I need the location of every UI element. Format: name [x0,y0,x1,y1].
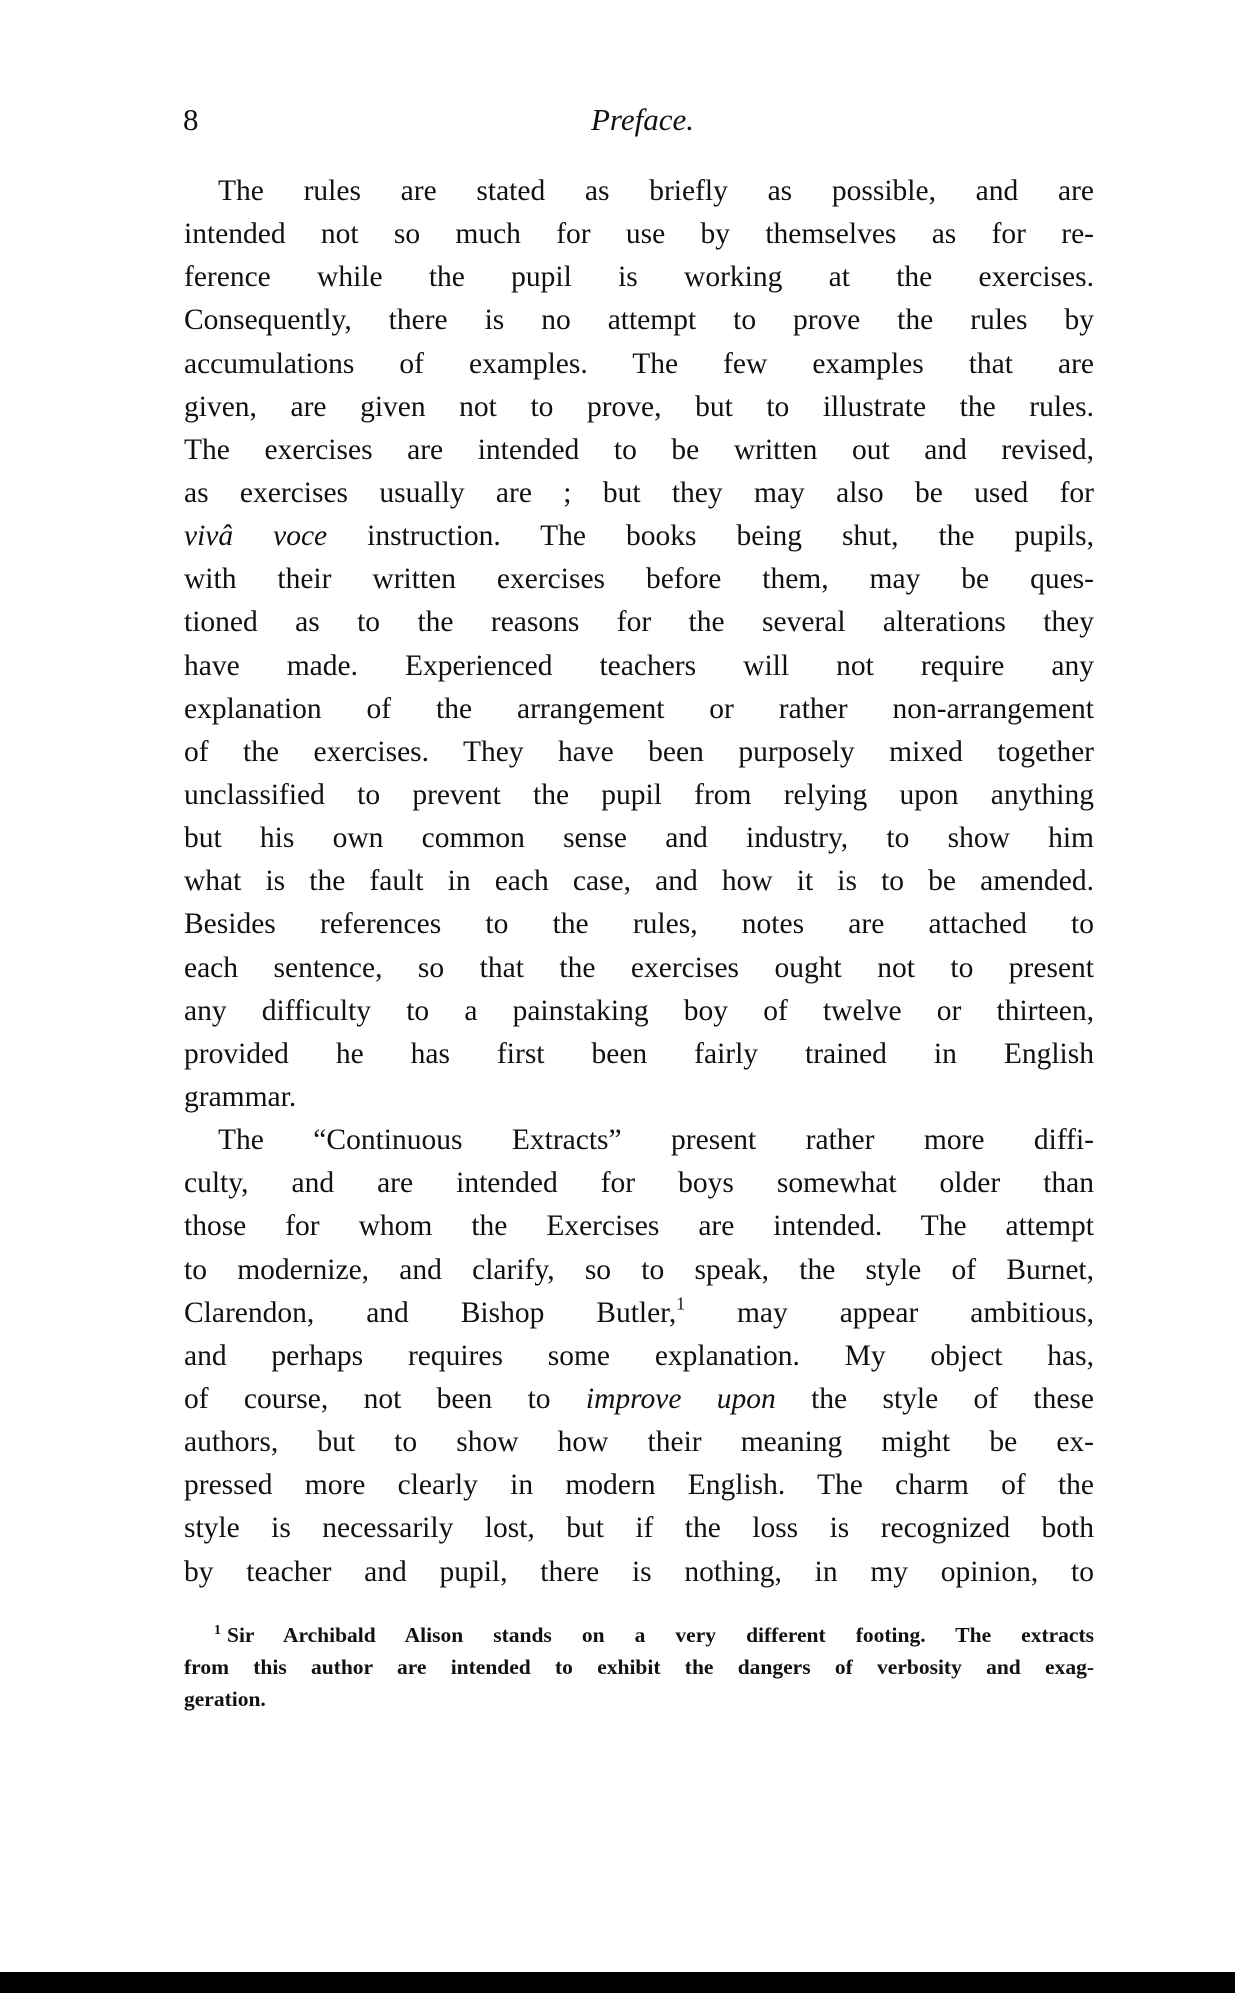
line-text: of the exercises. They have been purposely mixed together [184,735,1094,768]
line-text: provided he has first been fairly trained in English [184,1037,1094,1070]
line-text: Besides references to the rules, notes are attached to [184,908,1094,941]
text-line [184,601,1094,644]
line-text: The exercises are intended to be written out and revised, [184,433,1094,466]
text-line [184,1378,1094,1421]
scan-border [0,1972,1235,1993]
line-text: to modernize, and clarify, so to speak, the style of Burnet, [184,1253,1094,1286]
line-text: The “Continuous Extracts” present rather more diffi- [218,1124,1094,1157]
line-text: as exercises usually are ; but they may also be used for [184,476,1094,509]
line-text: style is necessarily lost, but if the loss is recognized both [184,1512,1094,1545]
text-line [184,1551,1094,1594]
line-text: pressed more clearly in modern English. The charm of the [184,1469,1094,1502]
line-text: unclassified to prevent the pupil from relying upon anything [184,778,1094,811]
line-text: ference while the pupil is working at the exercises. [184,261,1094,294]
text-line [184,1464,1094,1507]
text-line [184,1249,1094,1292]
line-text: have made. Experienced teachers will not require any [184,649,1094,682]
footnote-marker: 1 [214,1622,221,1638]
text-line [184,817,1094,860]
italic-text: improve upon [585,1382,776,1415]
footnote-line [184,1684,1094,1716]
line-text: accumulations of examples. The few examples that are [184,347,1094,380]
text-line [184,429,1094,472]
line-text: The rules are stated as briefly as possible, and are [218,175,1094,207]
text-line [184,1119,1094,1162]
footnote-reference: 1 [676,1293,686,1314]
text-line [184,213,1094,256]
text-line [184,299,1094,342]
line-text: those for whom the Exercises are intended. The attempt [184,1210,1094,1243]
text-line [184,688,1094,731]
text-line [184,645,1094,688]
running-head: Preface. [591,102,694,137]
line-text: intended not so much for use by themselves as for re- [184,218,1094,251]
line-text: given, are given not to prove, but to illustrate the rules. [184,390,1094,423]
page-number: 8 [183,102,199,137]
footnote-line [184,1620,1094,1652]
text-line [184,1162,1094,1205]
line-text: Clarendon, and Bishop Butler, [184,1296,677,1329]
line-text: tioned as to the reasons for the several alterations they [184,606,1094,639]
text-line [184,386,1094,429]
line-text: Consequently, there is no attempt to prove the rules by [184,304,1094,337]
footnote-text: geration. [184,1686,266,1711]
text-line [184,1205,1094,1248]
line-text: explanation of the arrangement or rather non-arrangement [184,692,1094,725]
text-line [184,860,1094,903]
line-text: any difficulty to a painstaking boy of twelve or thirteen, [184,994,1094,1027]
text-line [184,731,1094,774]
line-text: the style of these [775,1382,1094,1415]
text-line [184,170,1094,213]
text-line [184,515,1094,558]
line-text: instruction. The books being shut, the pupils, [327,520,1095,553]
text-line [184,1292,1094,1335]
text-line [184,1076,1094,1119]
line-text: what is the fault in each case, and how it is to be amended. [184,865,1094,898]
line-text: with their written exercises before them, may be ques- [184,563,1094,596]
footnote-line [184,1652,1094,1684]
text-line [184,256,1094,299]
line-text: by teacher and pupil, there is nothing, in my opinion, to [184,1555,1094,1588]
text-line [184,947,1094,990]
line-text: but his own common sense and industry, to show him [184,822,1094,855]
italic-text: vivâ voce [184,520,328,553]
text-line [184,1421,1094,1464]
footnote [184,1620,1094,1715]
text-line [184,558,1094,601]
text-line [184,343,1094,386]
footnote-text: from this author are intended to exhibit the dangers of verbosity and exag- [184,1654,1094,1679]
line-text: of course, not been to [184,1382,586,1415]
text-line [184,1507,1094,1550]
line-text: each sentence, so that the exercises ought not to present [184,951,1094,984]
line-text: grammar. [184,1080,297,1113]
line-text: and perhaps requires some explanation. My object has, [184,1339,1094,1372]
text-line [184,990,1094,1033]
text-line [184,472,1094,515]
text-line [184,1033,1094,1076]
text-line [184,1335,1094,1378]
line-text: culty, and are intended for boys somewhat older than [184,1167,1094,1200]
text-line [184,774,1094,817]
line-text: may appear ambitious, [685,1296,1094,1329]
body-text [184,170,1094,1594]
footnote-text: Sir Archibald Alison stands on a very different footing. The extracts [226,1623,1094,1647]
line-text: authors, but to show how their meaning might be ex- [184,1426,1094,1459]
text-line [184,903,1094,946]
